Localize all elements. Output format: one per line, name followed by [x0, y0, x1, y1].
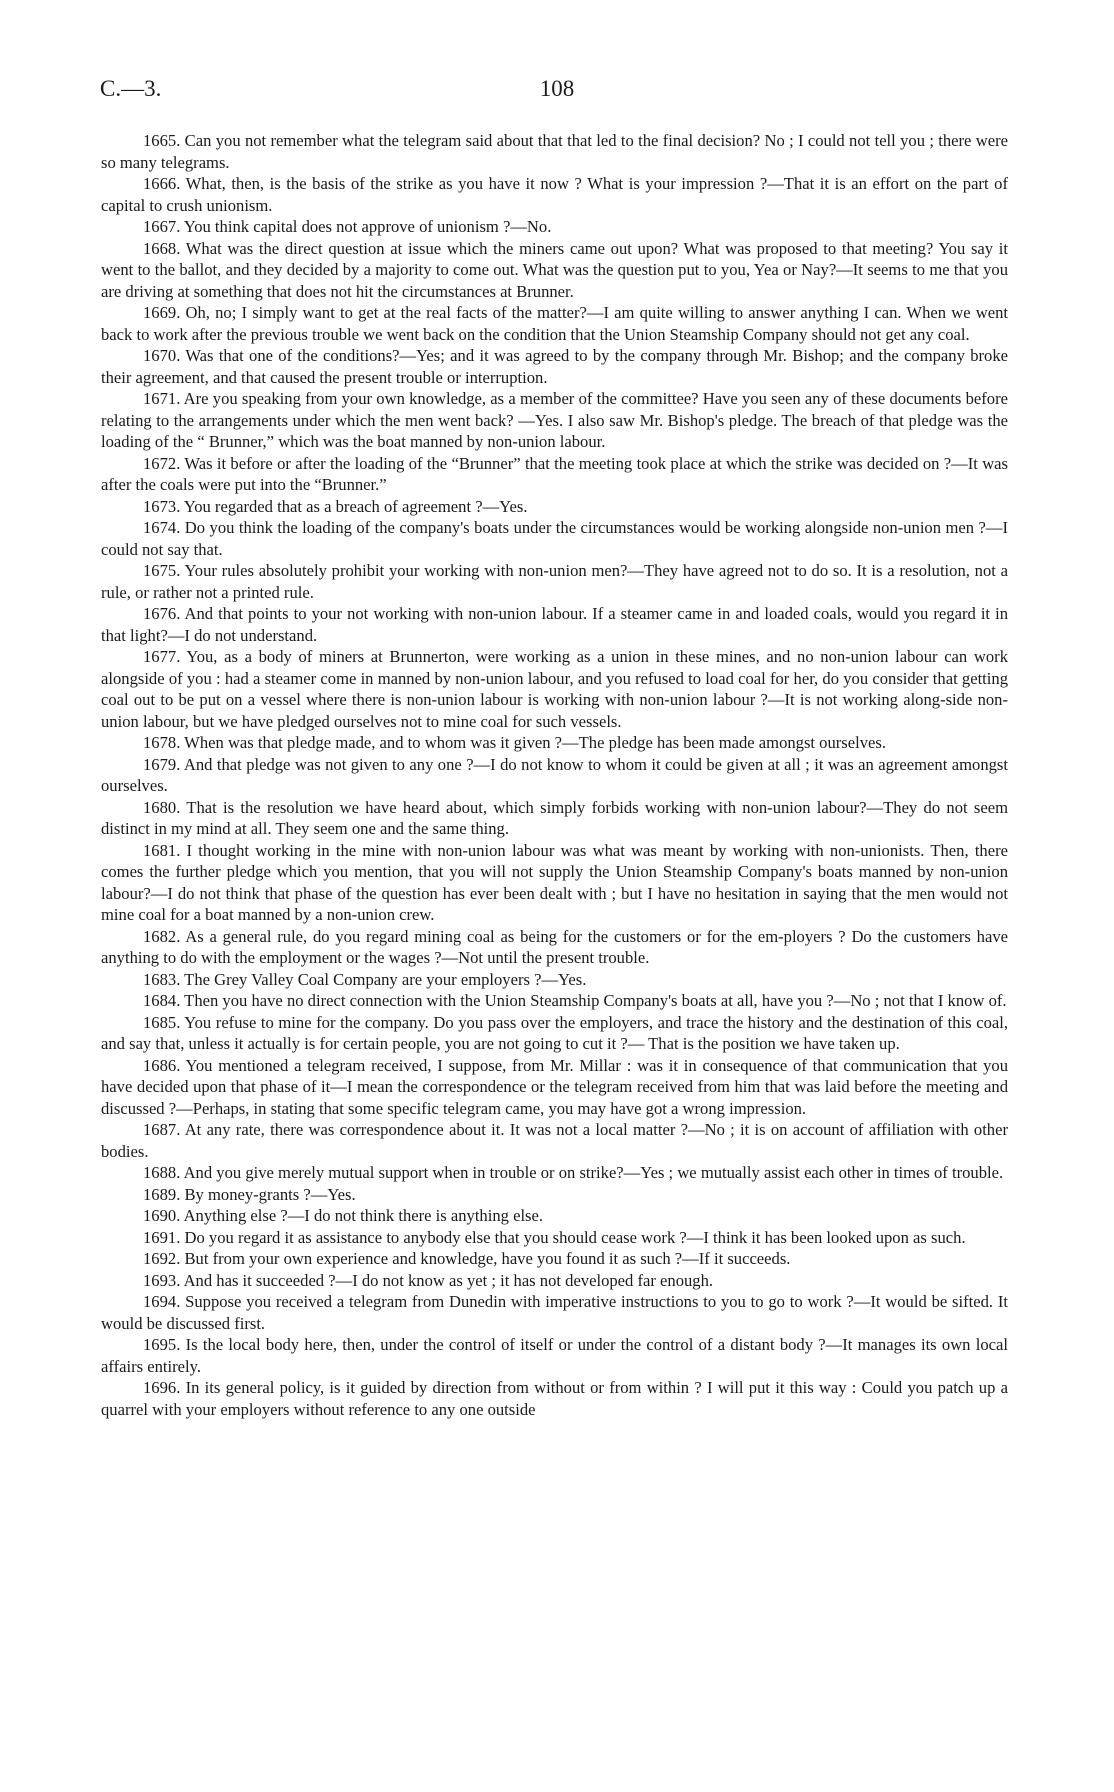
testimony-paragraph: 1679. And that pledge was not given to any one ?—I do not know to whom it could be given at all ; it was an agreement amongst ourselves.	[101, 754, 1008, 795]
testimony-paragraph: 1681. I thought working in the mine with non-union labour was what was meant by working with non-unionists. Then, there comes the further pledge which you mention, that you will not supply the Union Steamship Company's boats manned by non-union labour?—I do not think that phase of the question has ever been dealt with ; but I have no hesitation in saying that the men would not mine coal for a boat manned by a non-union crew.	[101, 840, 1008, 924]
testimony-paragraph: 1680. That is the resolution we have heard about, which simply forbids working with non-union labour?—They do not seem distinct in my mind at all. They seem one and the same thing.	[101, 797, 1008, 838]
testimony-paragraph: 1665. Can you not remember what the telegram said about that that led to the final decision? No ; I could not tell you ; there were so many telegrams.	[101, 131, 1008, 172]
page-number: 108	[539, 76, 575, 101]
testimony-paragraph: 1692. But from your own experience and knowledge, have you found it as such ?—If it succeeds.	[143, 1249, 791, 1268]
testimony-paragraph: 1674. Do you think the loading of the company's boats under the circumstances would be working alongside non-union men ?—I could not say that.	[101, 518, 1008, 559]
testimony-paragraph: 1675. Your rules absolutely prohibit your working with non-union men?—They have agreed not to do so. It is a resolution, not a rule, or rather not a printed rule.	[101, 561, 1008, 602]
testimony-paragraph: 1669. Oh, no; I simply want to get at the real facts of the matter?—I am quite willing to answer anything I can. When we went back to work after the previous trouble we went back on the condition that the Union Steamship Company should not get any coal.	[101, 303, 1008, 344]
testimony-paragraph: 1688. And you give merely mutual support when in trouble or on strike?—Yes ; we mutually assist each other in times of trouble.	[143, 1163, 1004, 1182]
testimony-paragraph: 1677. You, as a body of miners at Brunnerton, were working as a union in these mines, and no non-union labour can work alongside of you : had a steamer come in manned by non-union labour, and you refused to load coal for her, do you consider that getting coal out to be put on a vessel where there is non-union labour is working with non-union labour ?—It is not working along-side non-union labour, but we have pledged ourselves not to mine coal for such vessels.	[101, 647, 1008, 731]
testimony-body	[101, 130, 1008, 1420]
testimony-paragraph: 1683. The Grey Valley Coal Company are your employers ?—Yes.	[143, 969, 587, 989]
testimony-paragraph: 1693. And has it succeeded ?—I do not know as yet ; it has not developed far enough.	[143, 1270, 714, 1290]
testimony-paragraph: 1668. What was the direct question at issue which the miners came out upon? What was proposed to that meeting? You say it went to the ballot, and they decided by a majority to come out. What was the question put to you, Yea or Nay?—It seems to me that you are driving at something that does not hit the circumstances at Brunner.	[101, 238, 1008, 301]
testimony-paragraph: 1667. You think capital does not approve of unionism ?—No.	[143, 217, 552, 236]
testimony-paragraph: 1684. Then you have no direct connection with the Union Steamship Company's boats at all, have you ?—No ; not that I know of.	[143, 991, 1007, 1010]
testimony-paragraph: 1687. At any rate, there was correspondence about it. It was not a local matter ?—No ; it is on account of affiliation with other bodies.	[101, 1120, 1008, 1161]
testimony-paragraph: 1672. Was it before or after the loading of the “Brunner” that the meeting took place at which the strike was decided on ?—It was after the coals were put into the “Brunner.”	[101, 453, 1008, 494]
testimony-paragraph: 1694. Suppose you received a telegram from Dunedin with imperative instructions to you to go to work ?—It would be sifted. It would be discussed first.	[101, 1292, 1008, 1333]
testimony-paragraph: 1686. You mentioned a telegram received, I suppose, from Mr. Millar : was it in consequence of that communication that you have decided upon that phase of it—I mean the correspondence or the telegram received from him that was laid before the meeting and discussed ?—Perhaps, in stating that some specific telegram came, you may have got a wrong impression.	[101, 1055, 1008, 1118]
testimony-paragraph: 1689. By money-grants ?—Yes.	[143, 1184, 356, 1204]
testimony-paragraph: 1685. You refuse to mine for the company. Do you pass over the employers, and trace the history and the destination of this coal, and say that, unless it actually is for certain people, you are not going to cut it ?— That is the position we have taken up.	[101, 1012, 1008, 1053]
testimony-paragraph: 1678. When was that pledge made, and to whom was it given ?—The pledge has been made amongst ourselves.	[143, 733, 886, 752]
testimony-paragraph: 1690. Anything else ?—I do not think there is anything else.	[143, 1206, 544, 1225]
testimony-paragraph: 1676. And that points to your not working with non-union labour. If a steamer came in and loaded coals, would you regard it in that light?—I do not understand.	[101, 604, 1008, 645]
document-code: C.—3.	[100, 76, 162, 101]
testimony-paragraph: 1670. Was that one of the conditions?—Yes; and it was agreed to by the company through Mr. Bishop; and the company broke their agreement, and that caused the present trouble or interruption.	[101, 346, 1008, 387]
testimony-paragraph: 1666. What, then, is the basis of the strike as you have it now ? What is your impression ?—That it is an effort on the part of capital to crush unionism.	[101, 174, 1008, 215]
testimony-paragraph: 1673. You regarded that as a breach of agreement ?—Yes.	[143, 496, 528, 516]
testimony-paragraph: 1671. Are you speaking from your own knowledge, as a member of the committee? Have you seen any of these documents before relating to the arrangements under which the men went back? —Yes. I also saw Mr. Bishop's pledge. The breach of that pledge was the loading of the “ Brunner,” which was the boat manned by non-union labour.	[101, 389, 1008, 451]
testimony-paragraph: 1696. In its general policy, is it guided by direction from without or from within ? I will put it this way : Could you patch up a quarrel with your employers without reference to any one outside	[101, 1378, 1008, 1419]
testimony-paragraph: 1695. Is the local body here, then, under the control of itself or under the control of a distant body ?—It manages its own local affairs entirely.	[101, 1335, 1008, 1376]
page-header	[100, 76, 1014, 106]
testimony-paragraph: 1691. Do you regard it as assistance to anybody else that you should cease work ?—I think it has been looked upon as such.	[143, 1227, 966, 1247]
testimony-paragraph: 1682. As a general rule, do you regard mining coal as being for the customers or for the em-ployers ? Do the customers have anything to do with the employment or the wages ?—Not until the present trouble.	[101, 926, 1008, 967]
